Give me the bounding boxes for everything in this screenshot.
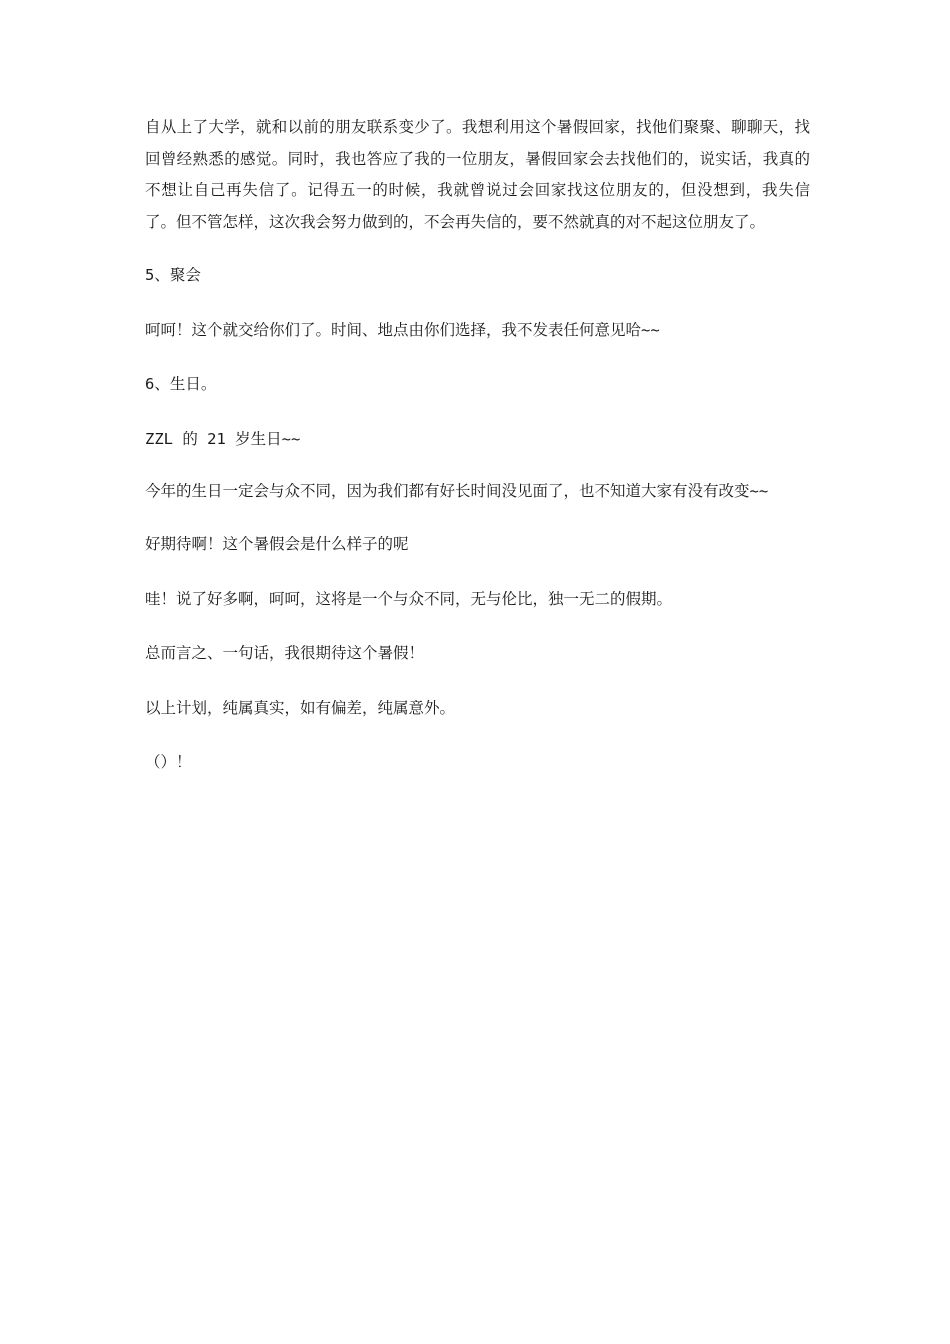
document-body (145, 112, 810, 802)
section-heading-gathering: 5、聚会 (145, 266, 201, 284)
paragraph-reconnect-friends: 自从上了大学，就和以前的朋友联系变少了。我想利用这个暑假回家，找他们聚聚、聊聊天，找回曾经熟悉的感觉。同时，我也答应了我的一位朋友，暑假回家会去找他们的，说实话，我真的不想让自己再失信了。记得五一的时候，我就曾说过会回家找这位朋友的，但没想到，我失信了。但不管怎样，这次我会努力做到的，不会再失信的，要不然就真的对不起这位朋友了。 (145, 118, 810, 231)
paragraph-conclusion: 总而言之、一句话，我很期待这个暑假！ (145, 644, 425, 662)
paragraph-closing: （）！ (145, 753, 192, 771)
paragraph-expectation: 好期待啊！这个暑假会是什么样子的呢 (145, 535, 409, 553)
paragraph-birthday: 今年的生日一定会与众不同，因为我们都有好长时间没见面了，也不知道大家有没有改变~~ (145, 482, 769, 500)
paragraph-summary: 哇！说了好多啊，呵呵，这将是一个与众不同，无与伦比，独一无二的假期。 (145, 589, 673, 608)
paragraph-disclaimer: 以上计划，纯属真实，如有偏差，纯属意外。 (145, 698, 456, 717)
paragraph-birthday-title: ZZL 的 21 岁生日~~ (145, 429, 301, 448)
section-heading-birthday: 6、生日。 (145, 375, 217, 393)
paragraph-gathering: 呵呵！这个就交给你们了。时间、地点由你们选择，我不发表任何意见哈~~ (145, 320, 660, 339)
